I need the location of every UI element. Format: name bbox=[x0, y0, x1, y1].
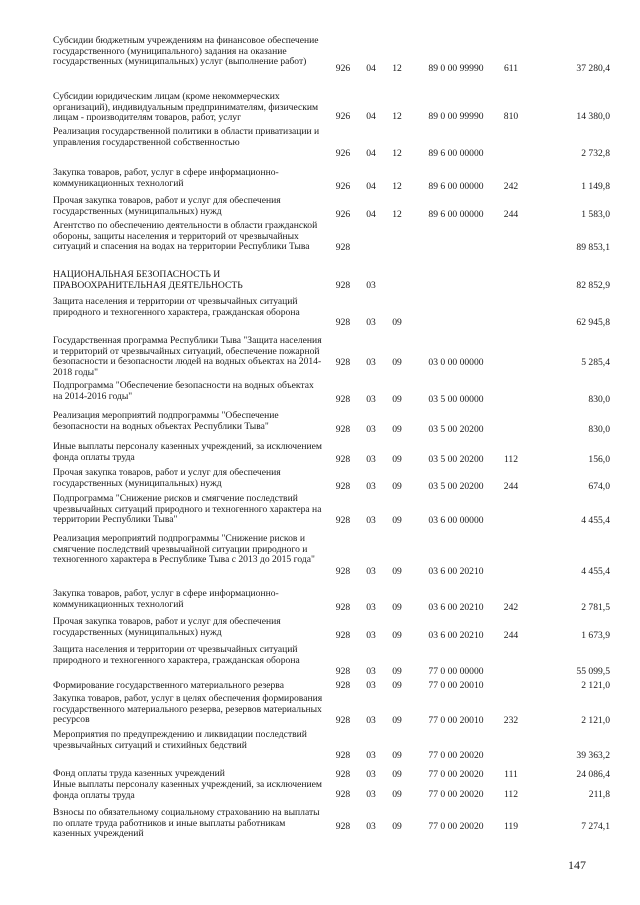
row-description: Субсидии юридическим лицам (кроме некоммерческих организаций), индивидуальным предпринимателям, физическим лицам - производителям товаров, работ, услуг bbox=[53, 91, 319, 124]
amount: 1 149,8 bbox=[581, 181, 610, 192]
amount: 24 086,4 bbox=[576, 769, 610, 780]
section-code: 04 bbox=[366, 111, 376, 122]
section-code: 03 bbox=[366, 317, 376, 328]
row-description: Закупка товаров, работ, услуг в сфере информационно-коммуникационных технологий bbox=[53, 167, 279, 189]
admin-code: 926 bbox=[335, 209, 351, 220]
target-article-code: 03 5 00 20200 bbox=[428, 424, 484, 435]
subsection-code: 09 bbox=[392, 680, 402, 691]
expense-type-code: 244 bbox=[503, 209, 519, 220]
expense-type-code: 242 bbox=[503, 602, 519, 613]
section-code: 03 bbox=[366, 666, 376, 677]
amount: 89 853,1 bbox=[576, 242, 610, 253]
subsection-code: 12 bbox=[392, 63, 402, 74]
admin-code: 928 bbox=[335, 454, 351, 465]
amount: 4 455,4 bbox=[581, 515, 610, 526]
target-article-code: 03 5 00 00000 bbox=[428, 394, 484, 405]
row-description: Иные выплаты персоналу казенных учреждений, за исключением фонда оплаты труда bbox=[53, 779, 322, 801]
section-code: 03 bbox=[366, 424, 376, 435]
subsection-code: 09 bbox=[392, 424, 402, 435]
amount: 2 121,0 bbox=[581, 680, 610, 691]
target-article-code: 89 0 00 99990 bbox=[428, 111, 484, 122]
row-description: Реализация мероприятий подпрограммы "Обеспечение безопасности на водных объектах Республики Тыва" bbox=[53, 410, 279, 432]
subsection-code: 09 bbox=[392, 317, 402, 328]
target-article-code: 77 0 00 20020 bbox=[428, 789, 484, 800]
expense-type-code: 611 bbox=[503, 63, 519, 74]
subsection-code: 09 bbox=[392, 357, 402, 368]
admin-code: 928 bbox=[335, 515, 351, 526]
admin-code: 928 bbox=[335, 481, 351, 492]
target-article-code: 03 0 00 00000 bbox=[428, 357, 484, 368]
section-code: 03 bbox=[366, 454, 376, 465]
row-description: Защита населения и территории от чрезвычайных ситуаций природного и техногенного характера, гражданская оборона bbox=[53, 296, 300, 318]
subsection-code: 12 bbox=[392, 148, 402, 159]
target-article-code: 03 6 00 20210 bbox=[428, 602, 484, 613]
admin-code: 928 bbox=[335, 680, 351, 691]
row-description: Взносы по обязательному социальному страхованию на выплаты по оплате труда работников и иные выплаты работникам казенных учреждений bbox=[53, 807, 320, 840]
subsection-code: 09 bbox=[392, 481, 402, 492]
section-code: 04 bbox=[366, 63, 376, 74]
section-code: 03 bbox=[366, 630, 376, 641]
expense-type-code: 244 bbox=[503, 630, 519, 641]
admin-code: 926 bbox=[335, 148, 351, 159]
subsection-code: 12 bbox=[392, 111, 402, 122]
subsection-code: 09 bbox=[392, 630, 402, 641]
target-article-code: 77 0 00 20010 bbox=[428, 680, 484, 691]
target-article-code: 03 5 00 20200 bbox=[428, 481, 484, 492]
row-description: Подпрограмма "Обеспечение безопасности на водных объектах на 2014-2016 годы" bbox=[53, 380, 314, 402]
admin-code: 928 bbox=[335, 666, 351, 677]
admin-code: 928 bbox=[335, 769, 351, 780]
expense-type-code: 119 bbox=[503, 821, 519, 832]
expense-type-code: 242 bbox=[503, 181, 519, 192]
target-article-code: 89 6 00 00000 bbox=[428, 181, 484, 192]
row-description: Реализация мероприятий подпрограммы "Снижение рисков и смягчение последствий чрезвычайной ситуации природного и техногенного характера в Республике Тыва с 2013 до 2015 года" bbox=[53, 533, 315, 566]
subsection-code: 12 bbox=[392, 209, 402, 220]
subsection-code: 09 bbox=[392, 454, 402, 465]
expense-type-code: 111 bbox=[504, 769, 518, 780]
amount: 674,0 bbox=[588, 481, 610, 492]
subsection-code: 09 bbox=[392, 515, 402, 526]
section-code: 04 bbox=[366, 209, 376, 220]
target-article-code: 03 6 00 00000 bbox=[428, 515, 484, 526]
admin-code: 926 bbox=[335, 181, 351, 192]
section-code: 03 bbox=[366, 357, 376, 368]
target-article-code: 03 5 00 20200 bbox=[428, 454, 484, 465]
admin-code: 926 bbox=[335, 111, 351, 122]
subsection-code: 09 bbox=[392, 602, 402, 613]
admin-code: 928 bbox=[335, 394, 351, 405]
row-description: Подпрограмма "Снижение рисков и смягчение последствий чрезвычайных ситуаций природного и техногенного характера на территории Республики Тыва" bbox=[53, 493, 322, 526]
page-number: 147 bbox=[568, 858, 586, 872]
admin-code: 928 bbox=[335, 750, 351, 761]
amount: 2 732,8 bbox=[581, 148, 610, 159]
expense-type-code: 244 bbox=[503, 481, 519, 492]
admin-code: 928 bbox=[335, 317, 351, 328]
amount: 55 099,5 bbox=[576, 666, 610, 677]
admin-code: 928 bbox=[335, 280, 351, 291]
section-code: 03 bbox=[366, 481, 376, 492]
target-article-code: 77 0 00 20020 bbox=[428, 750, 484, 761]
section-code: 03 bbox=[366, 680, 376, 691]
row-description: Мероприятия по предупреждению и ликвидации последствий чрезвычайных ситуаций и стихийных бедствий bbox=[53, 729, 307, 751]
subsection-code: 09 bbox=[392, 666, 402, 677]
row-description: Субсидии бюджетным учреждениям на финансовое обеспечение государственного (муниципального) задания на оказание государственных (муниципальных) услуг (выполнение работ) bbox=[53, 35, 319, 68]
amount: 4 455,4 bbox=[581, 566, 610, 577]
amount: 37 280,4 bbox=[576, 63, 610, 74]
admin-code: 928 bbox=[335, 424, 351, 435]
amount: 830,0 bbox=[588, 424, 610, 435]
amount: 62 945,8 bbox=[576, 317, 610, 328]
row-description: Закупка товаров, работ, услуг в сфере информационно-коммуникационных технологий bbox=[53, 588, 279, 610]
row-description: Прочая закупка товаров, работ и услуг для обеспечения государственных (муниципальных) нужд bbox=[53, 467, 281, 489]
target-article-code: 77 0 00 00000 bbox=[428, 666, 484, 677]
subsection-code: 12 bbox=[392, 181, 402, 192]
subsection-code: 09 bbox=[392, 566, 402, 577]
admin-code: 928 bbox=[335, 242, 351, 253]
subsection-code: 09 bbox=[392, 789, 402, 800]
amount: 1 583,0 bbox=[581, 209, 610, 220]
amount: 14 380,0 bbox=[576, 111, 610, 122]
amount: 39 363,2 bbox=[576, 750, 610, 761]
subsection-code: 09 bbox=[392, 750, 402, 761]
subsection-code: 09 bbox=[392, 394, 402, 405]
amount: 7 274,1 bbox=[581, 821, 610, 832]
section-code: 03 bbox=[366, 750, 376, 761]
row-description: Формирование государственного материального резерва bbox=[53, 680, 284, 691]
row-description: Реализация государственной политики в области приватизации и управления государственной собственностью bbox=[53, 126, 320, 148]
target-article-code: 89 6 00 00000 bbox=[428, 209, 484, 220]
row-description: Государственная программа Республики Тыва "Защита населения и территорий от чрезвычайных ситуаций, обеспечение пожарной безопасности и безопасности людей на водных объектах на 2014-2018 годы" bbox=[53, 335, 322, 378]
section-code: 03 bbox=[366, 789, 376, 800]
row-description: Иные выплаты персоналу казенных учреждений, за исключением фонда оплаты труда bbox=[53, 441, 322, 463]
row-description: Агентство по обеспечению деятельности в области гражданской обороны, защиты населения и территорий от чрезвычайных ситуаций и спасения на водах на территории Республики Тыва bbox=[53, 220, 318, 253]
subsection-code: 09 bbox=[392, 715, 402, 726]
row-description: Фонд оплаты труда казенных учреждений bbox=[53, 768, 225, 779]
section-code: 03 bbox=[366, 821, 376, 832]
target-article-code: 03 6 00 20210 bbox=[428, 630, 484, 641]
subsection-code: 09 bbox=[392, 769, 402, 780]
section-code: 03 bbox=[366, 394, 376, 405]
admin-code: 926 bbox=[335, 63, 351, 74]
row-description: Защита населения и территории от чрезвычайных ситуаций природного и техногенного характера, гражданская оборона bbox=[53, 644, 300, 666]
section-code: 03 bbox=[366, 515, 376, 526]
admin-code: 928 bbox=[335, 715, 351, 726]
amount: 830,0 bbox=[588, 394, 610, 405]
amount: 2 781,5 bbox=[581, 602, 610, 613]
expense-type-code: 112 bbox=[503, 789, 519, 800]
row-description: Прочая закупка товаров, работ и услуг для обеспечения государственных (муниципальных) нужд bbox=[53, 616, 281, 638]
row-description: НАЦИОНАЛЬНАЯ БЕЗОПАСНОСТЬ И ПРАВООХРАНИТЕЛЬНАЯ ДЕЯТЕЛЬНОСТЬ bbox=[53, 269, 243, 291]
target-article-code: 03 6 00 20210 bbox=[428, 566, 484, 577]
amount: 2 121,0 bbox=[581, 715, 610, 726]
section-code: 03 bbox=[366, 602, 376, 613]
section-code: 03 bbox=[366, 769, 376, 780]
amount: 82 852,9 bbox=[576, 280, 610, 291]
target-article-code: 77 0 00 20020 bbox=[428, 821, 484, 832]
section-code: 04 bbox=[366, 148, 376, 159]
admin-code: 928 bbox=[335, 789, 351, 800]
expense-type-code: 810 bbox=[503, 111, 519, 122]
row-description: Закупка товаров, работ, услуг в целях обеспечения формирования государственного материального резерва, резервов материальных ресурсов bbox=[53, 693, 323, 726]
row-description: Прочая закупка товаров, работ и услуг для обеспечения государственных (муниципальных) нужд bbox=[53, 195, 281, 217]
target-article-code: 77 0 00 20010 bbox=[428, 715, 484, 726]
expense-type-code: 232 bbox=[503, 715, 519, 726]
section-code: 03 bbox=[366, 280, 376, 291]
amount: 211,8 bbox=[588, 789, 610, 800]
section-code: 04 bbox=[366, 181, 376, 192]
admin-code: 928 bbox=[335, 566, 351, 577]
section-code: 03 bbox=[366, 566, 376, 577]
subsection-code: 09 bbox=[392, 821, 402, 832]
expense-type-code: 112 bbox=[503, 454, 519, 465]
target-article-code: 89 6 00 00000 bbox=[428, 148, 484, 159]
amount: 156,0 bbox=[588, 454, 610, 465]
admin-code: 928 bbox=[335, 357, 351, 368]
admin-code: 928 bbox=[335, 630, 351, 641]
admin-code: 928 bbox=[335, 821, 351, 832]
admin-code: 928 bbox=[335, 602, 351, 613]
target-article-code: 77 0 00 20020 bbox=[428, 769, 484, 780]
amount: 5 285,4 bbox=[581, 357, 610, 368]
section-code: 03 bbox=[366, 715, 376, 726]
amount: 1 673,9 bbox=[581, 630, 610, 641]
target-article-code: 89 0 00 99990 bbox=[428, 63, 484, 74]
